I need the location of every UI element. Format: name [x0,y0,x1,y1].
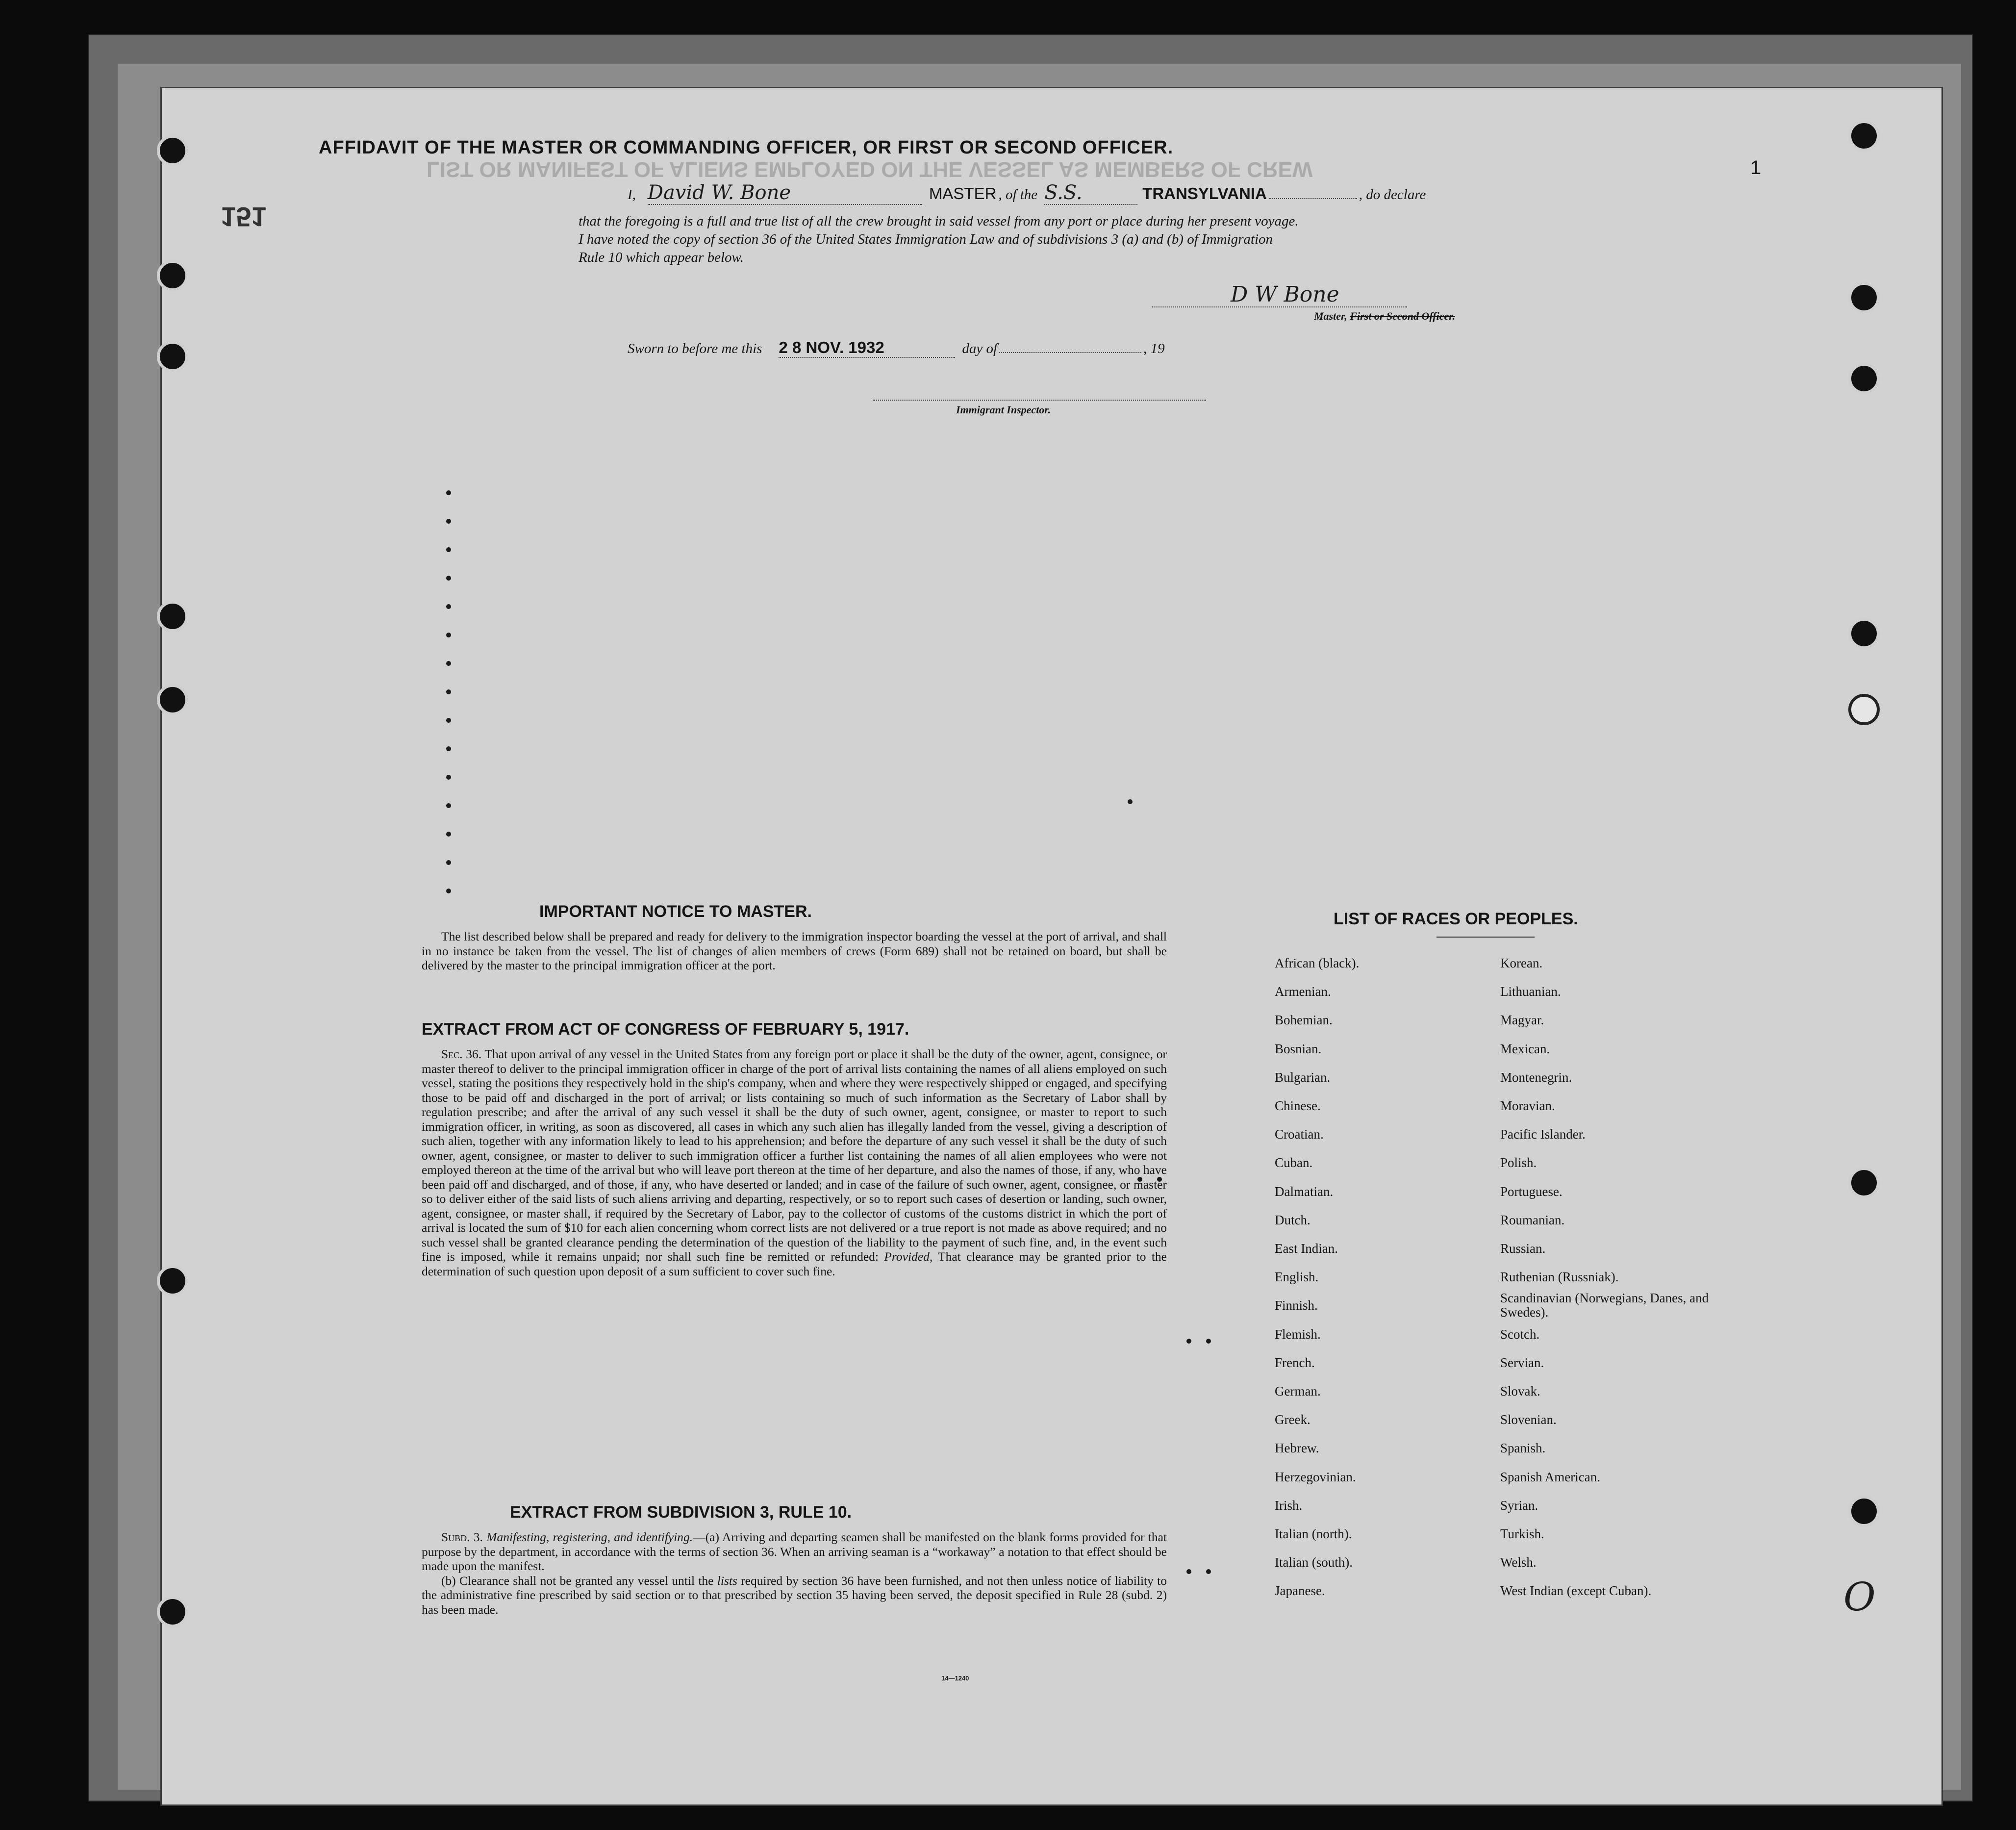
binder-hole [157,601,188,632]
race-item: Welsh. [1500,1555,1537,1570]
race-item: Mexican. [1500,1041,1550,1056]
sworn-label: Sworn to before me this [628,341,762,356]
race-item: East Indian. [1275,1241,1338,1256]
row-mark [1128,799,1133,804]
notice-title: IMPORTANT NOTICE TO MASTER. [539,902,812,921]
row-mark [446,576,451,581]
row-mark [446,490,451,495]
race-item: English. [1275,1270,1319,1285]
race-item: Syrian. [1500,1498,1538,1513]
row-mark [446,889,451,893]
master-signature: D W Bone [1231,282,1339,307]
race-item: Russian. [1500,1241,1546,1256]
row-mark [1206,1339,1211,1344]
row-mark [446,860,451,865]
row-mark [446,775,451,780]
race-item: Japanese. [1275,1583,1325,1599]
race-item: Pacific Islander. [1500,1127,1586,1142]
affidavit-line-2: that the foregoing is a full and true list of all the crew brought in said vessel from any port or place during her present voyage. [579,213,1299,229]
race-item: Finnish. [1275,1298,1318,1313]
row-mark [446,547,451,552]
race-item: Portuguese. [1500,1184,1562,1199]
binder-hole [1848,1167,1880,1198]
race-item: Moravian. [1500,1098,1555,1114]
race-item: Polish. [1500,1155,1537,1170]
sec-label: Sec. 36. [441,1047,482,1061]
binder-hole [1848,1496,1880,1527]
race-item: Spanish American. [1500,1469,1600,1484]
races-right-column [1500,949,1711,1605]
row-mark [446,689,451,694]
master-label: MASTER [929,184,997,203]
race-item: Scandinavian (Norwegians, Danes, and Swedes). [1500,1291,1709,1320]
race-item: Ruthenian (Russniak). [1500,1270,1619,1285]
race-item: Dutch. [1275,1212,1310,1227]
row-mark [446,746,451,751]
margin-tick: 1 [1750,157,1762,178]
sec-36-text: That upon arrival of any vessel in the United States from any foreign port or place it shall be the duty of the owner, agent, consignee, or master thereof to deliver to the principal immigration officer in charge of the port of arrival lists containing the names of all aliens employed on such vessel, stating the positions they respectively hold in the ship's company, when and where they were respectively shipped or engaged, and specifying those to be paid off and discharged in the port of arrival; or lists containing so much of such information as the Secretary of Labor shall by regulation prescribe; and after the arrival of any such vessel it shall be the duty of such owner, agent, consignee, or master to report to such immigration officer, in writing, as soon as discovered, all cases in which any such alien has illegally landed from the vessel, giving a description of such alien, together with any information likely to lead to his apprehension; and before the departure of any such vessel it shall be the duty of such owner, agent, consignee, or master to deliver to such immigration officer a further list containing the names of all alien employees who were not employed thereon at the time of the arrival but who will leave port thereon at the time of her departure, and also the names of those, if any, who have been paid off and discharged, and of those, if any, who have deserted or landed; and in case of the failure of such owner, agent, consignee, or master so to deliver either of the said lists of such aliens arriving and departing, respectively, or so to report such cases of desertion or landing, such owner, agent, consignee, or master shall, if required by the Secretary of Labor, pay to the collector of customs of the customs district in which the port of arrival is located the sum of $10 for each alien concerning whom correct lists are not delivered or a true report is not made as above required; and no such vessel shall be granted clearance pending the determination of the question of the liability to the payment of such fine, and, in the event such fine is imposed, while it remains unpaid; nor shall such fine be remitted or refunded: [422,1047,1167,1264]
margin-page-number: 151 [221,202,267,232]
race-item: Magyar. [1500,1013,1544,1028]
race-item: Turkish. [1500,1526,1544,1542]
signature-caption-master: Master, [1314,310,1347,322]
row-mark [1206,1569,1211,1574]
row-mark [446,832,451,837]
of-the-label: , of the [998,187,1038,203]
race-item: Herzegovinian. [1275,1469,1356,1484]
subd-para-b-end: required by section 36 have been furnished, and not then unless notice of liability to the administrative fine prescribed by said section or to that prescribed by section 35 having been served, the deposit specified in Rule 28 (subd. 2) has been made. [422,1573,1167,1617]
binder-hole [157,341,188,372]
i-label: I, [628,187,636,203]
extract-rule-text [422,1530,1167,1617]
subd-label: Subd. 3. [441,1530,483,1544]
race-item: Servian. [1500,1355,1544,1370]
day-of-blank [999,352,1141,353]
affidavit-title: AFFIDAVIT OF THE MASTER OR COMMANDING OFFICER, OR FIRST OR SECOND OFFICER. [319,137,1174,158]
row-mark [446,661,451,666]
day-of-label: day of [962,341,998,356]
binder-hole [157,135,188,166]
binder-hole [157,684,188,715]
race-item: Greek. [1275,1412,1310,1427]
race-item: Slovak. [1500,1384,1540,1399]
binder-hole [1848,120,1880,152]
race-item: Dalmatian. [1275,1184,1334,1199]
sec-36-text-end: That clearance may be granted prior to the determination of such question upon deposit of a sum sufficient to cover such fine. [422,1249,1167,1278]
race-item: Roumanian. [1500,1212,1565,1227]
race-item: Italian (south). [1275,1555,1353,1570]
race-item: Bulgarian. [1275,1069,1331,1085]
row-mark [446,718,451,723]
race-item: Cuban. [1275,1155,1313,1170]
binder-hole [1848,363,1880,394]
extract-act-text [422,1047,1167,1278]
signature-line [1152,306,1407,307]
row-mark [1186,1339,1191,1344]
notice-text: The list described below shall be prepared and ready for delivery to the immigration inspector boarding the vessel at the port of arrival, and shall in no instance be taken from the vessel. The list of changes of alien members of crews (Form 689) shall not be retained on board, but shall be delivered by the master to the principal immigration officer at the port. [422,929,1167,972]
row-mark [446,519,451,524]
extract-rule-title: EXTRACT FROM SUBDIVISION 3, RULE 10. [510,1503,852,1522]
races-title: LIST OF RACES OR PEOPLES. [1334,910,1578,928]
race-item: Bohemian. [1275,1013,1333,1028]
race-item: Italian (north). [1275,1526,1352,1542]
race-item: Hebrew. [1275,1441,1319,1456]
races-left-column [1275,949,1359,1605]
bleed-through-header: LIST OR MANIFEST OF ALIENS EMPLOYED ON THE VESSEL AS MEMBERS OF CREW [427,157,1313,181]
race-item: Lithuanian. [1500,984,1561,999]
race-item: French. [1275,1355,1315,1370]
binder-hole [1848,618,1880,649]
row-mark [446,633,451,637]
subd-heading: Manifesting, registering, and identifying. [486,1530,693,1544]
race-item: African (black). [1275,956,1360,970]
manifest-page [162,88,1941,1805]
vessel-name-blank [1269,198,1357,199]
extract-act-title: EXTRACT FROM ACT OF CONGRESS OF FEBRUARY 5, 1917. [422,1020,909,1039]
race-item: Flemish. [1275,1326,1321,1342]
form-number: 14—1240 [941,1675,969,1682]
race-item: Irish. [1275,1498,1303,1513]
race-item: Scotch. [1500,1326,1540,1342]
margin-handwritten-mark: O [1843,1574,1876,1620]
row-mark [446,803,451,808]
affidavit-line-3: I have noted the copy of section 36 of the United States Immigration Law and of subdivisions 3 (a) and (b) of Immigration [579,231,1273,247]
sworn-date-stamp: 2 8 NOV. 1932 [779,338,955,358]
master-name: David W. Bone [648,181,922,205]
binder-hole [157,260,188,291]
race-item: Slovenian. [1500,1412,1557,1427]
binder-hole [1848,694,1880,725]
race-item: West Indian (except Cuban). [1500,1583,1652,1599]
signature-caption-officer: First or Second Officer. [1350,310,1456,322]
race-item: Montenegrin. [1500,1069,1572,1085]
race-item: Korean. [1500,956,1543,970]
races-title-rule [1436,937,1535,938]
year-prefix: , 19 [1143,341,1165,356]
race-item: Bosnian. [1275,1041,1322,1056]
binder-hole [1848,282,1880,313]
vessel-type: S.S. [1044,181,1137,205]
row-mark [446,604,451,609]
race-item: German. [1275,1384,1321,1399]
race-item: Chinese. [1275,1098,1321,1114]
binder-hole [157,1265,188,1296]
binder-hole [157,1596,188,1627]
subd-para-b-lists: lists [717,1573,737,1588]
declare-label: , do declare [1359,187,1426,203]
race-item: Spanish. [1500,1441,1546,1456]
signature-caption [1314,310,1455,323]
affidavit-line-4: Rule 10 which appear below. [579,250,744,265]
race-item: Croatian. [1275,1127,1324,1142]
row-mark [1186,1569,1191,1574]
vessel-name: TRANSYLVANIA [1142,184,1267,203]
provided-word: Provided, [884,1249,933,1264]
inspector-signature-line [873,400,1206,401]
sworn-line [628,338,1165,358]
affidavit-declaration-line [628,181,1426,205]
inspector-label: Immigrant Inspector. [956,404,1051,416]
race-item: Armenian. [1275,984,1331,999]
subd-para-a: —(a) Arriving and departing seamen shall be manifested on the blank forms provided for that purpose by the department, in accordance with the terms of section 36. When an arriving seaman is a “workaway” a notation to that effect should be made upon the manifest. [422,1530,1167,1573]
subd-para-b-start: (b) Clearance shall not be granted any vessel until the [441,1573,714,1588]
